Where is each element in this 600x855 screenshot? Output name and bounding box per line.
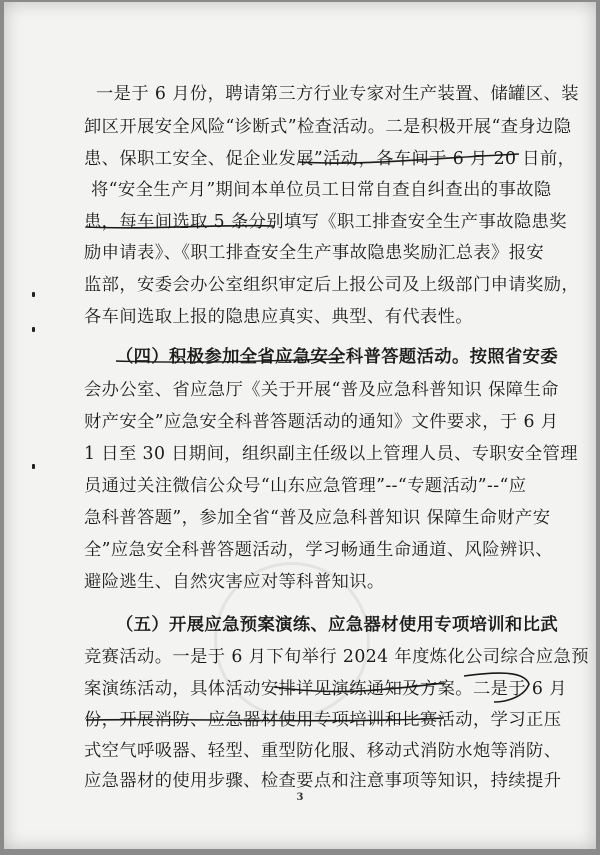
text-line: 急科普答题”，参加全省“普及应急科普知识 保障生命财产安 (84, 508, 551, 528)
text-line: 式空气呼吸器、轻型、重型防化服、移动式消防水炮等消防、 (84, 741, 562, 761)
pen-underline-marks (4, 2, 596, 849)
text-line: 卸区开展安全风险“诊断式”检查活动。二是积极开展“查身边隐 (84, 117, 572, 137)
text-line: 患、保职工安全、促企业发展”活动，各车间于 6 月 20 日前， (84, 149, 576, 169)
document-page (4, 2, 596, 849)
text-line: 患，每车间选取 5 条分别填写《职工排查安全生产事故隐患奖 (84, 212, 567, 232)
text-line: 会办公室、省应急厅《关于开展“普及应急科普知识 保障生命 (84, 380, 559, 400)
text-line: 一是于 6 月份，聘请第三方行业专家对生产装置、储罐区、装 (96, 84, 579, 104)
text-line: 励申请表》、《职工排查安全生产事故隐患奖励汇总表》报安 (84, 243, 545, 263)
text-line: 全”应急安全科普答题活动，学习畅通生命通道、风险辨识、 (84, 540, 553, 560)
text-line: 避险逃生、自然灾害应对等科普知识。 (84, 572, 385, 592)
text-line: 应急器材的使用步骤、检查要点和注意事项等知识，持续提升 (84, 771, 562, 791)
text-line: 员通过关注微信公众号“山东应急管理”--“专题活动”--“应 (84, 476, 527, 496)
page-number: 3 (296, 792, 304, 803)
text-line: 财产安全”应急安全科普答题活动的通知》文件要求，于 6 月 (84, 412, 559, 432)
section-heading-5: （五）开展应急预案演练、应急器材使用专项培训和比武 (116, 615, 559, 635)
text-line: 将“安全生产月”期间本单位员工日常自查自纠查出的事故隐 (91, 180, 552, 200)
text-line: 份，开展消防、应急器材使用专项培训和比赛活动，学习正压 (84, 710, 562, 730)
text-line: 各车间选取上报的隐患应真实、典型、有代表性。 (84, 307, 473, 327)
text-line: 案演练活动，具体活动安排详见演练通知及方案。二是于 6 月 (84, 679, 567, 699)
text-line: 监部，安委会办公室组织审定后上报公司及上级部门申请奖励， (84, 275, 580, 295)
text-line: 竞赛活动。一是于 6 月下旬举行 2024 年度炼化公司综合应急预 (84, 647, 589, 667)
text-line: 1 日至 30 日期间，组织副主任级以上管理人员、专职安全管理 (84, 444, 578, 464)
section-heading-4: （四）积极参加全省应急安全科普答题活动。按照省安委 (116, 347, 559, 367)
